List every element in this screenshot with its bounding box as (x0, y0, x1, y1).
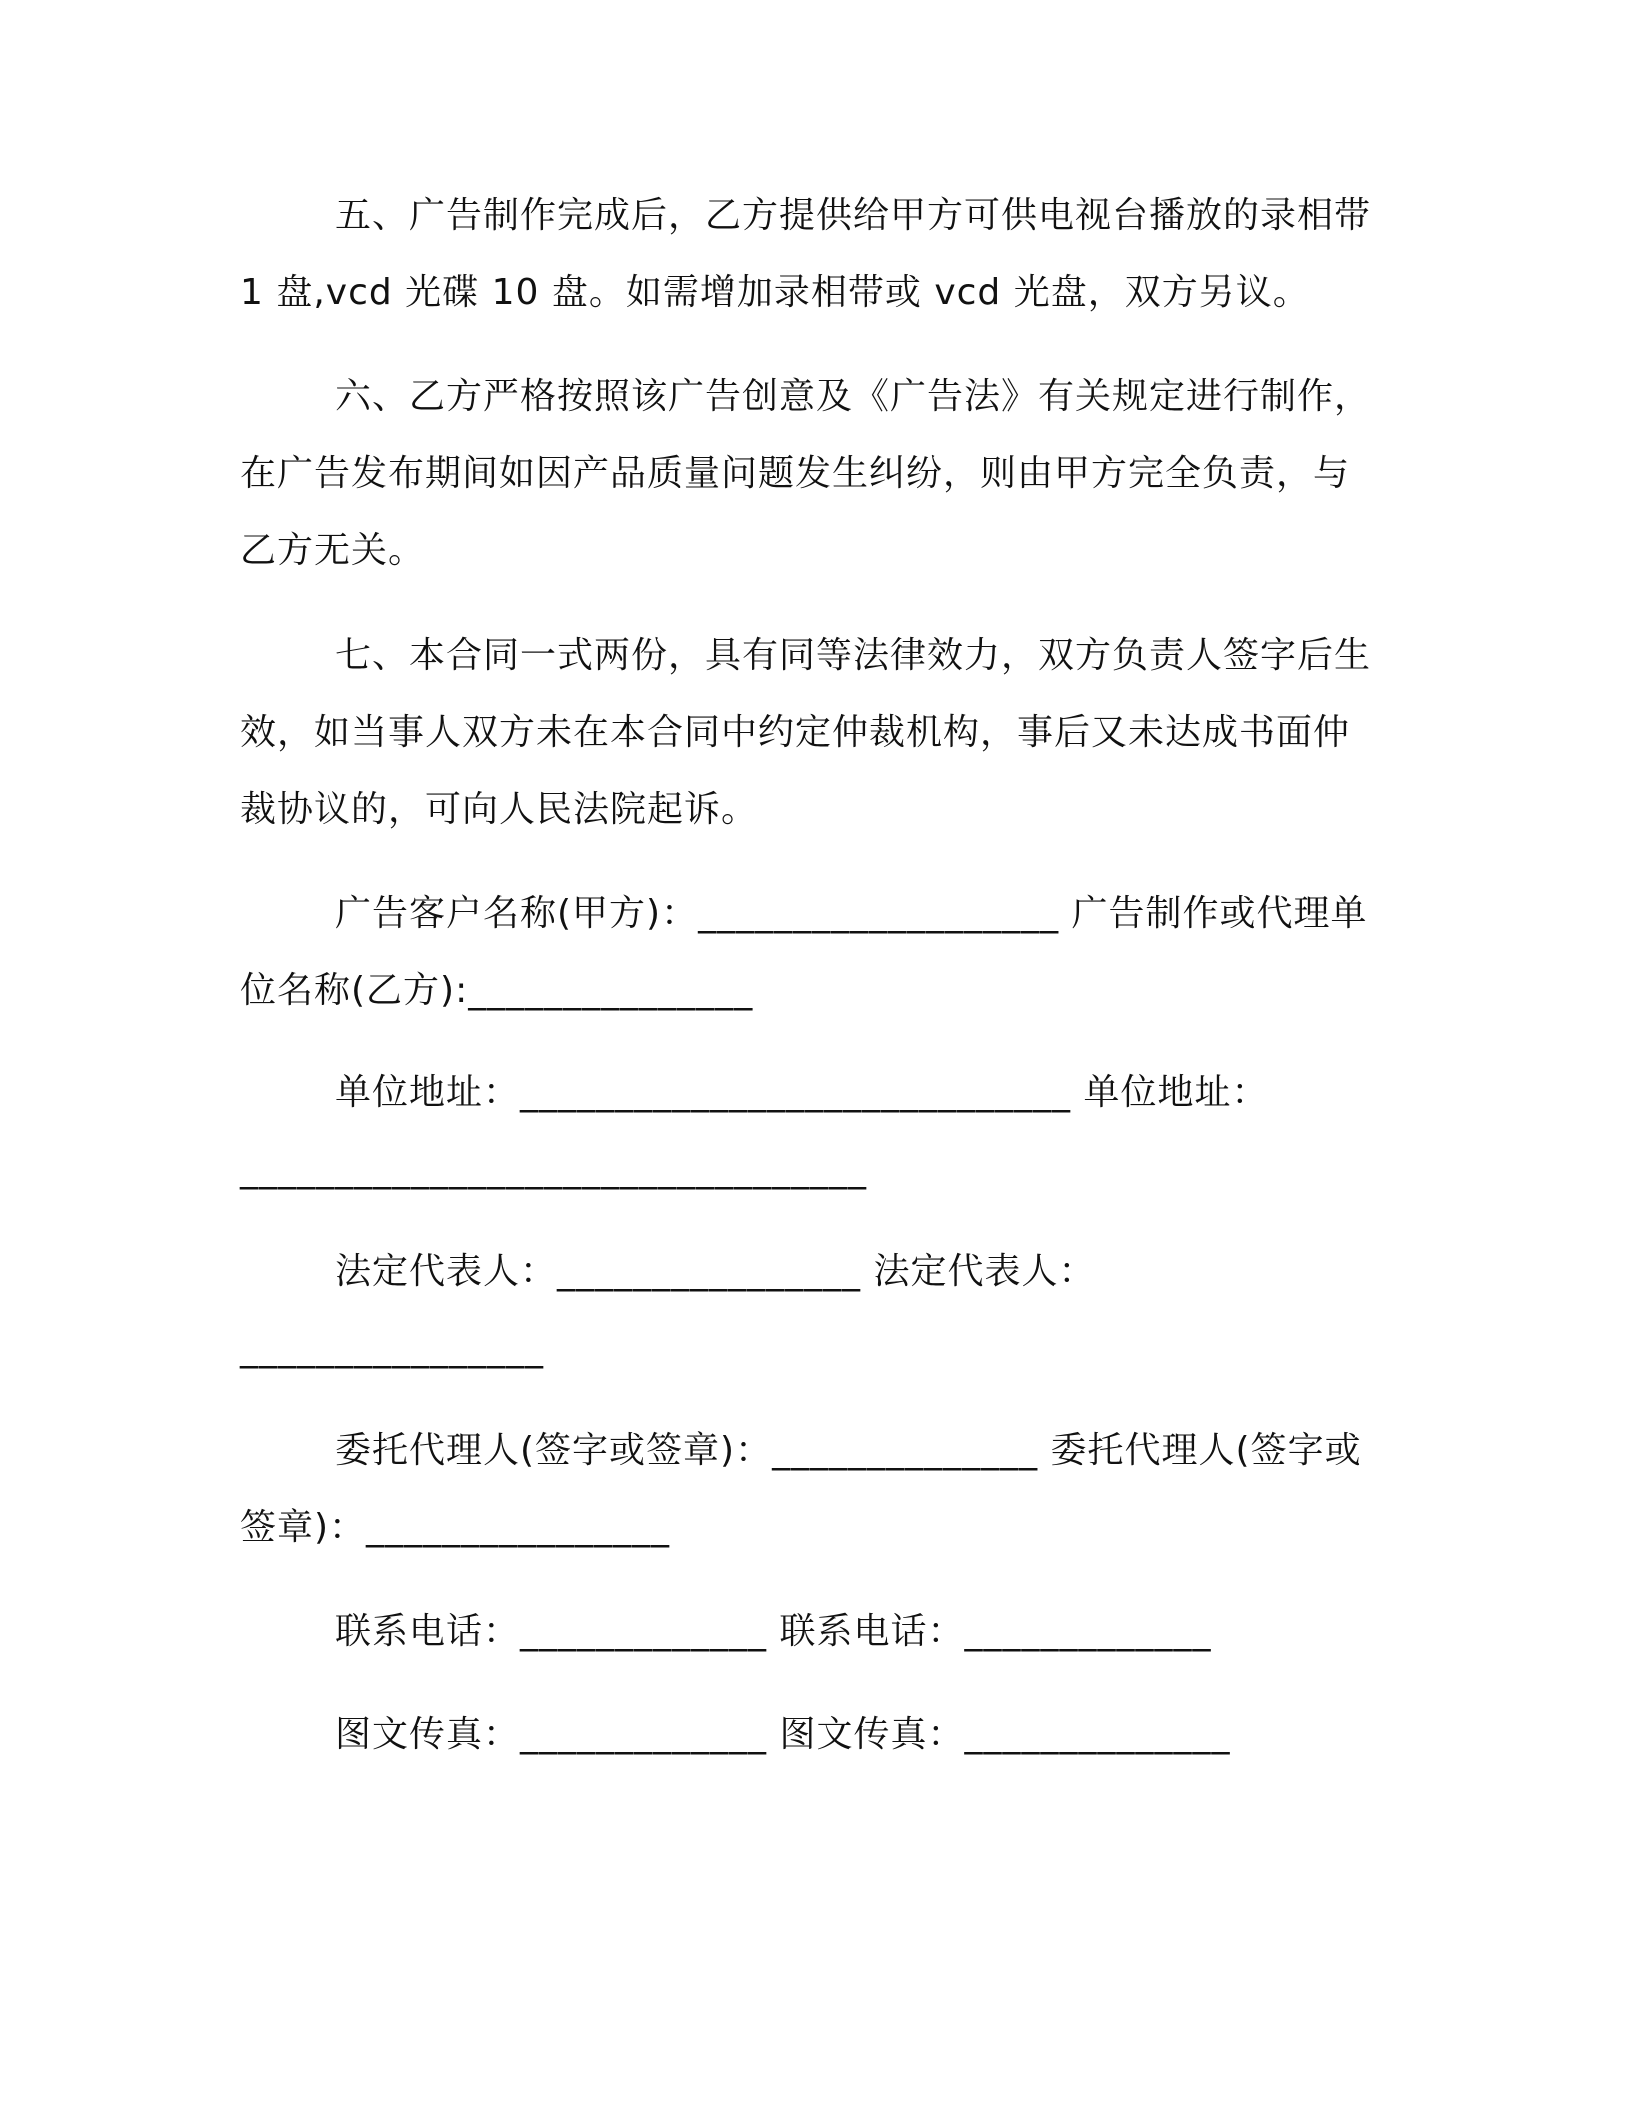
legal-rep-line-1: 法定代表人：________________ 法定代表人： (335, 1251, 1096, 1292)
address-line-1: 单位地址：_____________________________ 单位地址： (335, 1072, 1269, 1113)
clause-7-line-3: 裁协议的，可向人民法院起诉。 (240, 789, 759, 830)
clause-5-line-1: 五、广告制作完成后，乙方提供给甲方可供电视台播放的录相带 (335, 195, 1372, 236)
clause-6-line-2: 在广告发布期间如因产品质量问题发生纠纷，则由甲方完全负责，与 (240, 453, 1351, 494)
address-line-2: _________________________________ (240, 1149, 867, 1190)
agent-line-2: 签章)：________________ (240, 1507, 671, 1548)
clause-5-line-2: 1 盘,vcd 光碟 10 盘。如需增加录相带或 vcd 光盘，双方另议。 (240, 272, 1310, 313)
clause-6-line-3: 乙方无关。 (240, 530, 426, 571)
clause-7-line-1: 七、本合同一式两份，具有同等法律效力，双方负责人签字后生 (335, 635, 1372, 676)
clause-6-line-1: 六、乙方严格按照该广告创意及《广告法》有关规定进行制作， (335, 376, 1372, 417)
agent-line-1: 委托代理人(签字或签章)：______________ 委托代理人(签字或 (335, 1430, 1362, 1471)
client-name-line-1: 广告客户名称(甲方)：___________________ 广告制作或代理单 (335, 893, 1368, 934)
client-name-line-2: 位名称(乙方):_______________ (240, 970, 754, 1011)
fax-line: 图文传真：_____________ 图文传真：______________ (335, 1714, 1231, 1755)
legal-rep-line-2: ________________ (240, 1328, 544, 1369)
phone-line: 联系电话：_____________ 联系电话：_____________ (335, 1611, 1212, 1652)
clause-7-line-2: 效，如当事人双方未在本合同中约定仲裁机构，事后又未达成书面仲 (240, 712, 1351, 753)
